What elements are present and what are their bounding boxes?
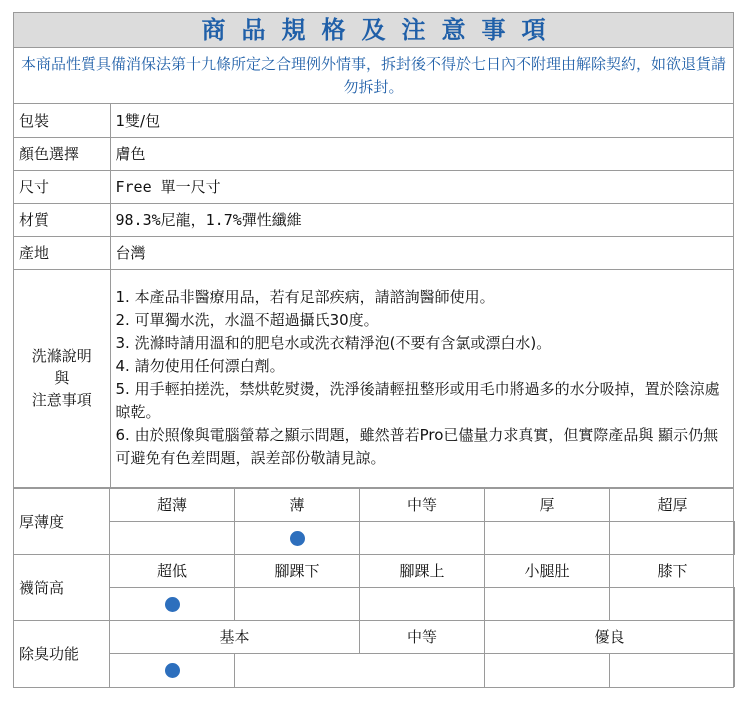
empty-cell <box>360 654 485 687</box>
wash-label-line: 注意事項 <box>31 391 92 410</box>
selected-dot-icon <box>290 531 305 546</box>
thickness-label: 厚薄度 <box>14 489 110 555</box>
thickness-marker-cell <box>610 522 735 555</box>
sock-height-option: 腳踝上 <box>360 555 485 588</box>
sock-height-label: 襪筒高 <box>14 555 110 621</box>
thickness-marker-cell <box>110 522 235 555</box>
empty-cell <box>610 654 735 687</box>
sock-height-option: 小腿肚 <box>485 555 610 588</box>
selected-dot-icon <box>165 597 180 612</box>
sock-height-grid <box>14 555 733 621</box>
spec-row-packaging <box>14 104 733 137</box>
return-notice: 本商品性質具備消保法第十九條所定之合理例外情事，拆封後不得於七日內不附理由解除契約，如欲退貨請勿拆封。 <box>14 48 733 104</box>
wash-item: 4. 請勿使用任何漂白劑。 <box>115 357 285 376</box>
thickness-marker-cell <box>235 522 360 555</box>
spec-row-color <box>14 137 733 170</box>
sock-height-option: 超低 <box>110 555 235 588</box>
spec-value: 膚色 <box>110 137 733 170</box>
spec-row-size <box>14 170 733 203</box>
deodorant-option: 中等 <box>360 621 485 654</box>
sock-height-marker-cell <box>235 588 360 621</box>
spec-label: 包裝 <box>14 104 110 137</box>
spec-value: Free 單一尺寸 <box>110 170 733 203</box>
thickness-marker-cell <box>485 522 610 555</box>
wash-label-line: 洗滌說明 <box>31 347 92 366</box>
wash-instructions-row <box>14 269 733 487</box>
spec-row-origin <box>14 236 733 269</box>
spec-value: 1雙/包 <box>115 111 161 130</box>
sock-height-option: 腳踝下 <box>235 555 360 588</box>
deodorant-marker-cell <box>110 654 235 687</box>
sock-height-marker-cell <box>610 588 735 621</box>
thickness-option: 超薄 <box>110 489 235 522</box>
deodorant-grid <box>14 621 733 687</box>
spec-label: 產地 <box>14 236 110 269</box>
spec-label: 尺寸 <box>14 170 110 203</box>
wash-content <box>110 269 733 487</box>
sock-height-marker-cell <box>110 588 235 621</box>
wash-item: 2. 可單獨水洗，水溫不超過攝氏30度。 <box>115 311 379 330</box>
spec-value: 台灣 <box>110 236 733 269</box>
wash-item: 5. 用手輕拍搓洗，禁烘乾熨燙，洗淨後請輕扭整形或用毛巾將過多的水分吸掉，置於陰涼處晾乾。 <box>115 380 720 422</box>
empty-cell <box>485 654 610 687</box>
sock-height-marker-cell <box>360 588 485 621</box>
sock-height-option: 膝下 <box>610 555 735 588</box>
thickness-option: 薄 <box>235 489 360 522</box>
thickness-option: 中等 <box>360 489 485 522</box>
empty-cell <box>235 654 360 687</box>
thickness-option: 超厚 <box>610 489 735 522</box>
spec-label: 材質 <box>14 203 110 236</box>
deodorant-option: 優良 <box>485 621 735 654</box>
spec-value: 98.3%尼龍，1.7%彈性纖維 <box>110 203 733 236</box>
wash-item: 1. 本產品非醫療用品，若有足部疾病，請諮詢醫師使用。 <box>115 288 495 307</box>
spec-row-material <box>14 203 733 236</box>
page-title: 商品規格及注意事項 <box>14 13 733 48</box>
wash-item: 6. 由於照像與電腦螢幕之顯示問題，雖然普若Pro已儘量力求真實，但實際產品與 顯示仍無可避免有色差問題，誤差部份敬請見諒。 <box>115 426 719 468</box>
sock-height-marker-cell <box>485 588 610 621</box>
wash-item: 3. 洗滌時請用溫和的肥皂水或洗衣精淨泡(不要有含氯或漂白水)。 <box>115 334 552 353</box>
thickness-grid <box>14 489 733 555</box>
rating-section <box>14 487 733 687</box>
thickness-option: 厚 <box>485 489 610 522</box>
deodorant-option: 基本 <box>110 621 360 654</box>
wash-label-line: 與 <box>54 369 70 388</box>
spec-label: 顏色選擇 <box>14 137 110 170</box>
thickness-marker-cell <box>360 522 485 555</box>
wash-label <box>14 269 110 487</box>
selected-dot-icon <box>165 663 180 678</box>
spec-table <box>14 104 733 487</box>
wash-list <box>116 286 729 470</box>
spec-sheet <box>13 12 734 688</box>
deodorant-label: 除臭功能 <box>14 621 110 687</box>
